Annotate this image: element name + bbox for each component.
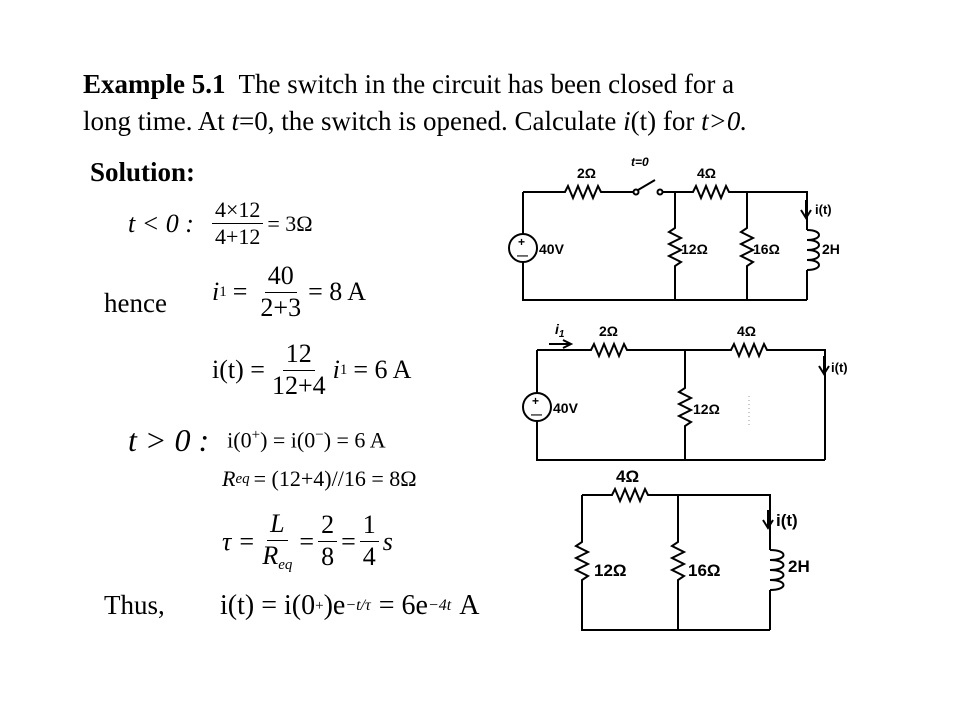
circuit-diagram-2	[505, 318, 885, 463]
equation-t-less-0	[128, 198, 313, 249]
c1-r3-label: 12Ω	[681, 241, 708, 257]
eq-tau-eq2: =	[341, 526, 356, 556]
eq-tau-eq1: =	[299, 526, 315, 556]
hence-word: hence	[104, 288, 167, 318]
eq-it-num: 12	[283, 340, 315, 371]
c2-r2-label: 4Ω	[737, 323, 757, 339]
c2-source-minus: —	[531, 409, 542, 421]
eq-req-rhs: = (12+4)//16 = 8Ω	[253, 466, 417, 491]
eq-tau-unit: s	[382, 526, 393, 556]
c1-source-plus: +	[518, 235, 526, 249]
eq-tau-frac1: $\frac{L}{R_{eq}}$	[262, 509, 293, 573]
c1-current-label: i(t)	[815, 202, 832, 217]
eq-t-less-0-result: = 3Ω	[267, 210, 313, 236]
c1-r2-label: 4Ω	[697, 165, 717, 181]
c1-r4-label: 16Ω	[753, 241, 780, 257]
eq-it-result: = 6 A	[353, 355, 412, 385]
circuit-diagram-1	[505, 150, 850, 310]
c1-inductor-label: 2H	[822, 241, 840, 257]
eq-tau-lhs: τ =	[222, 526, 256, 556]
problem-text-2d: t>0.	[701, 106, 748, 136]
current-arrow-icon	[801, 200, 811, 218]
example-label: Example 5.1	[83, 69, 226, 99]
c2-source-label: 40V	[553, 400, 578, 416]
eq-it-fraction	[269, 340, 329, 400]
eq-t-less-0-num: 4×12	[212, 198, 263, 224]
eq-it-i1: i	[332, 355, 340, 385]
equation-tau	[222, 510, 393, 573]
equation-final: i(t) = i(0 + )e −t/τ = 6e −4t A	[220, 590, 480, 621]
solution-label: Solution:	[90, 157, 196, 187]
c1-source-label: 40V	[539, 241, 564, 257]
problem-line-2	[83, 103, 747, 140]
eq-i1-sub: 1	[219, 283, 227, 300]
c3-r2-label: 12Ω	[594, 561, 627, 580]
current-arrow-icon	[549, 340, 571, 348]
problem-var-t: t	[231, 106, 240, 136]
eq-it-lhs: i(t) =	[212, 355, 265, 385]
c3-r3-label: 16Ω	[688, 561, 721, 580]
eq-it-den: 12+4	[271, 370, 326, 400]
eq-tau-frac2: $\frac{2}{8}$	[318, 511, 337, 571]
problem-text-2c: (t) for	[630, 106, 702, 136]
problem-var-i: i	[623, 106, 631, 136]
circuit-diagram-3	[570, 460, 840, 635]
equation-req	[222, 466, 417, 492]
c2-source-plus: +	[532, 394, 540, 408]
current-arrow-icon	[763, 510, 773, 528]
eq-tau-frac3: $\frac{1}{4}$	[360, 511, 379, 571]
eq-i1-num: 40	[265, 262, 297, 293]
c2-r3-label: 12Ω	[693, 401, 720, 417]
eq-req-var: R	[222, 466, 236, 491]
eq-t-greater-0-lhs: t > 0 :	[128, 422, 210, 458]
problem-text-2a: long time. At	[83, 106, 232, 136]
eq-i1-result: = 8 A	[308, 277, 367, 307]
problem-statement	[83, 66, 747, 140]
eq-req-sub: eq	[235, 470, 250, 487]
equation-t-greater-0	[128, 422, 386, 459]
current-arrow-icon	[819, 356, 829, 374]
c2-current-label: i(t)	[831, 360, 848, 375]
eq-i1-fraction	[257, 262, 304, 322]
eq-t-less-0-fraction	[212, 198, 263, 249]
eq-t-less-0-lhs: t < 0 :	[128, 208, 194, 238]
equation-it-initial	[212, 340, 411, 400]
eq-i1-var: i	[212, 277, 220, 307]
eq-i1-den: 2+3	[260, 292, 302, 322]
c3-current-label: i(t)	[776, 511, 798, 530]
eq-t-greater-0-rhs: i(0+) = i(0−) = 6 A	[227, 427, 386, 453]
eq-t-less-0-den: 4+12	[214, 224, 261, 250]
problem-line-1	[83, 66, 747, 103]
eq-it-i1-sub: 1	[339, 361, 348, 378]
c2-i1-label: $i_1$	[555, 321, 565, 340]
c1-source-minus: —	[517, 250, 528, 262]
c1-r1-label: 2Ω	[577, 165, 597, 181]
problem-text-2b: =0, the switch is opened. Calculate	[239, 106, 624, 136]
equation-i1: i 1 = $\frac{40}{2+3}$ = 8 A	[212, 261, 367, 322]
c3-r1-label: 4Ω	[616, 467, 640, 486]
thus-word: Thus,	[104, 590, 165, 620]
problem-text-1: The switch in the circuit has been closed for a	[238, 69, 735, 99]
c3-inductor-label: 2H	[788, 557, 810, 576]
c1-switch-label: t=0	[631, 155, 649, 169]
c2-r1-label: 2Ω	[599, 323, 619, 339]
